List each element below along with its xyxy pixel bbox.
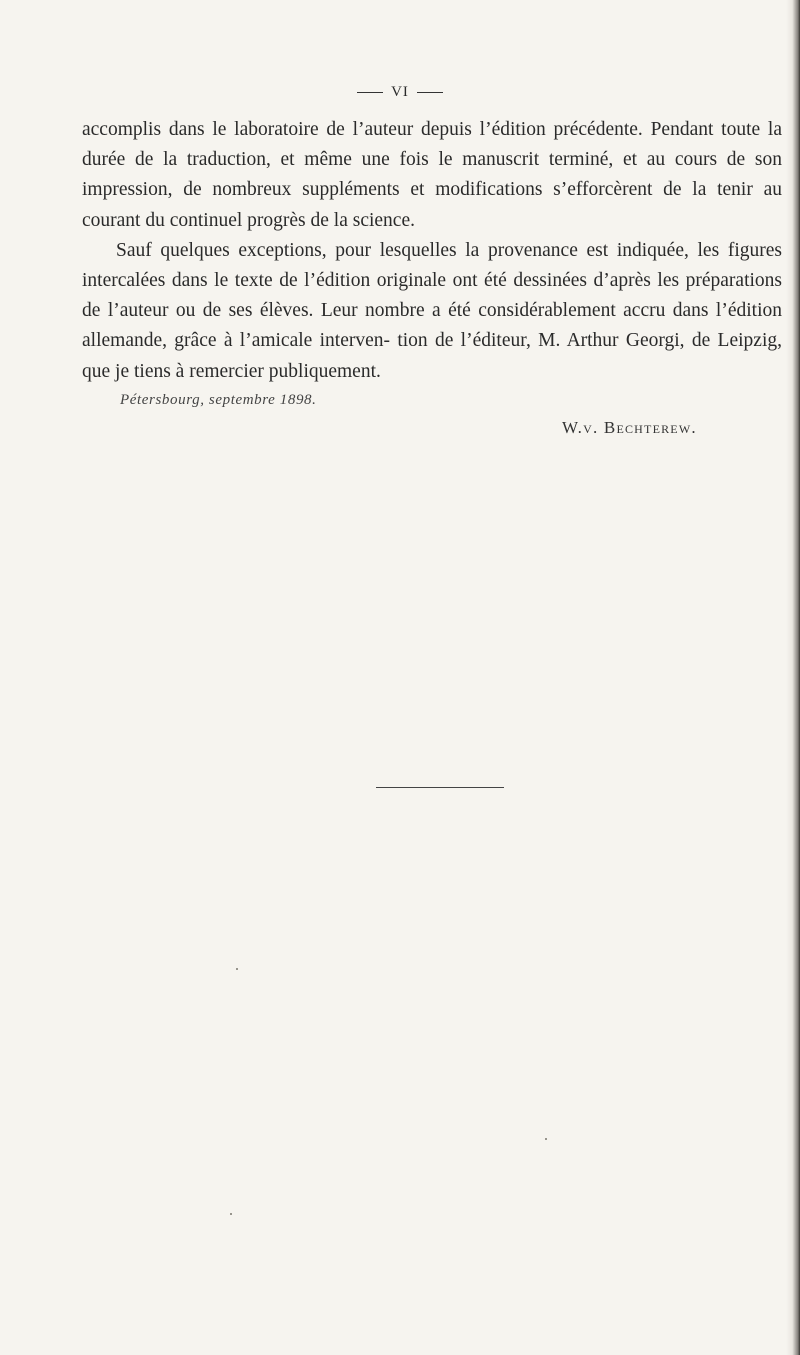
page-edge-shadow — [786, 0, 800, 1355]
page-header — [0, 84, 800, 101]
paper-speck — [230, 1213, 232, 1215]
paragraph-2: Sauf quelques exceptions, pour lesquelles la provenance est indiquée, les figures intercalées dans le texte de l’édition originale ont été dessinées d’après les préparations de l’auteur ou de ses élèves. Leur nombre a été considérablement accru dans l’édition allemande, grâce à l’amicale interven- tion de l’éditeur, M. Arthur Georgi, de Leipzig, que je tiens à remercier publiquement. — [82, 239, 782, 382]
author-signature: W.v. Bechterew. — [562, 418, 697, 437]
header-dash-right — [417, 92, 443, 93]
paper-speck — [236, 968, 238, 970]
body-text — [82, 115, 782, 387]
page-number: VI — [391, 84, 409, 100]
end-rule — [376, 787, 504, 788]
header-dash-left — [357, 92, 383, 93]
paper-speck — [545, 1138, 547, 1140]
paragraph-1: accomplis dans le laboratoire de l’auteur depuis l’édition précédente. Pendant toute la durée de la traduction, et même une fois le manuscrit terminé, et au cours de son impression, de nombreux suppléments et modifications s’efforcèrent de la tenir au courant du continuel progrès de la science. — [82, 119, 782, 231]
place-date: Pétersbourg, septembre 1898. — [120, 392, 317, 408]
